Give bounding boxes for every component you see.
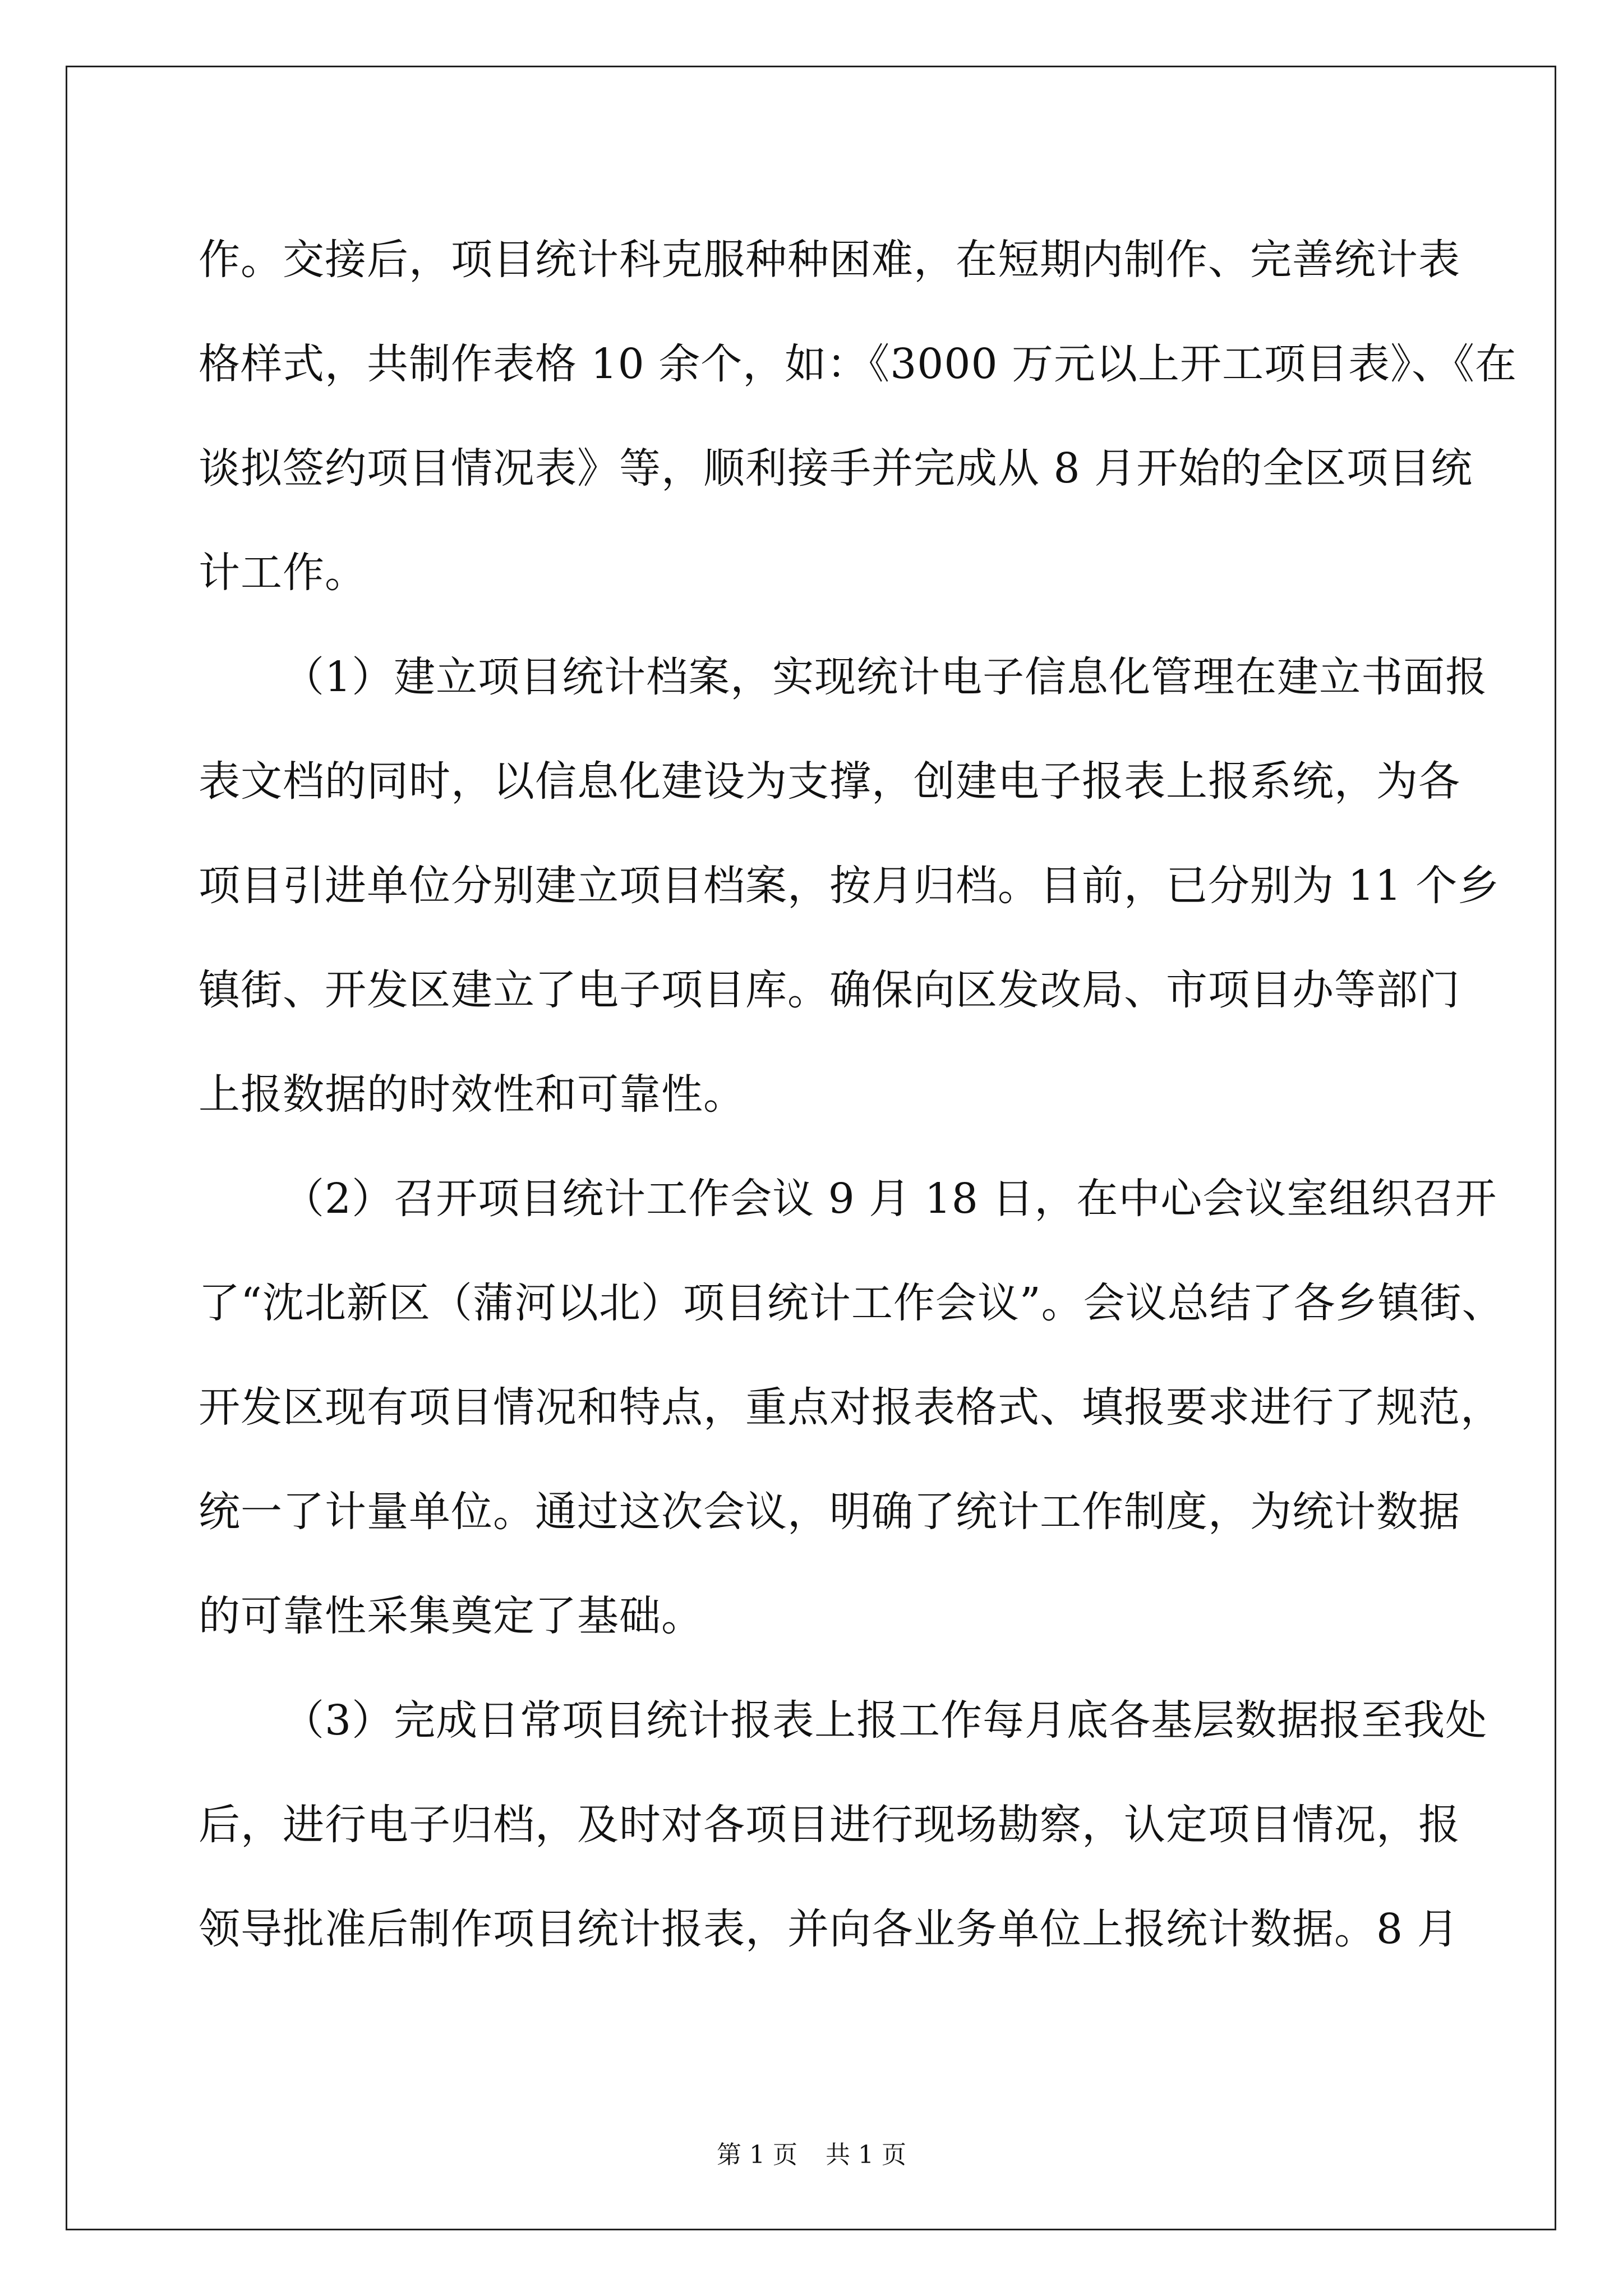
page-footer [0,2138,1623,2172]
text-line: 计工作。 [199,549,367,597]
text-line: 了“沈北新区（蒲河以北）项目统计工作会议”。会议总结了各乡镇街、 [199,1279,1504,1327]
paragraph-first-line: （3）完成日常项目统计报表上报工作每月底各基层数据报至我处 [283,1696,1488,1745]
paragraph-first-line: （1）建立项目统计档案，实现统计电子信息化管理在建立书面报 [283,653,1488,701]
text-line: 开发区现有项目情况和特点，重点对报表格式、填报要求进行了规范， [199,1383,1502,1432]
text-line: 镇街、开发区建立了电子项目库。确保向区发改局、市项目办等部门 [199,966,1460,1014]
text-line: 的可靠性采集奠定了基础。 [199,1592,703,1640]
text-line: 领导批准后制作项目统计报表，并向各业务单位上报统计数据。8 月 [199,1905,1459,1953]
page-number: 第 1 页 [717,2141,797,2169]
text-line: 格样式，共制作表格 10 余个，如：《3000 万元以上开工项目表》、《在 [199,340,1518,388]
text-line: 项目引进单位分别建立项目档案，按月归档。目前，已分别为 11 个乡 [199,862,1500,910]
text-line: 统一了计量单位。通过这次会议，明确了统计工作制度，为统计数据 [199,1488,1460,1536]
text-line: 表文档的同时，以信息化建设为支撑，创建电子报表上报系统，为各 [199,757,1460,806]
document-body [199,208,1518,1981]
paragraph-first-line: （2）召开项目统计工作会议 9 月 18 日，在中心会议室组织召开 [283,1175,1497,1223]
text-line: 上报数据的时效性和可靠性。 [199,1070,745,1119]
page-total: 共 1 页 [826,2141,906,2169]
text-line: 后，进行电子归档，及时对各项目进行现场勘察，认定项目情况，报 [199,1801,1460,1849]
text-line: 谈拟签约项目情况表》等，顺利接手并完成从 8 月开始的全区项目统 [199,444,1473,493]
text-line: 作。交接后，项目统计科克服种种困难，在短期内制作、完善统计表 [199,236,1460,284]
